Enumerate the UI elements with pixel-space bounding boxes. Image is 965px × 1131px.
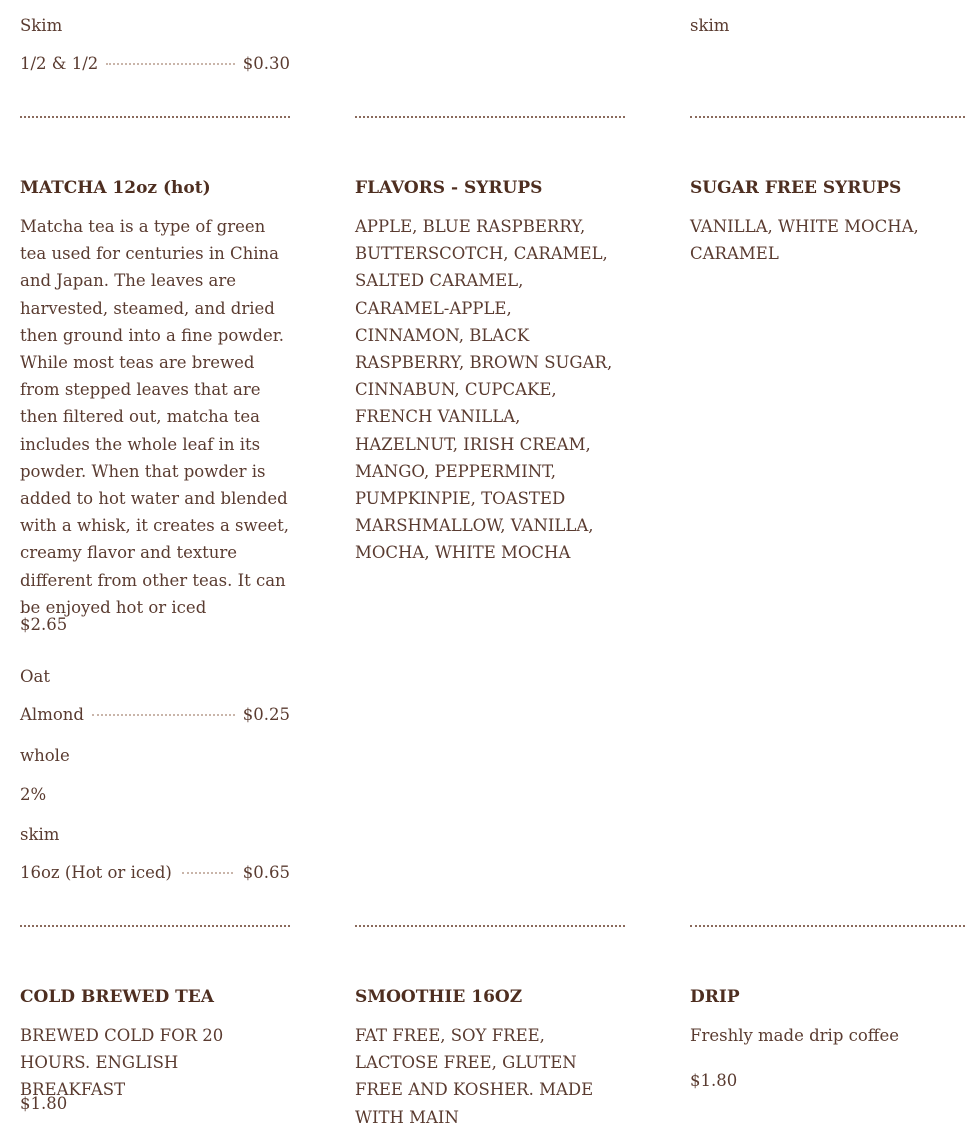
option-skim: Skim — [20, 16, 63, 35]
coldbrew-price: $1.80 — [20, 1094, 68, 1113]
section-divider — [20, 925, 290, 927]
drip-title: DRIP — [690, 987, 740, 1007]
option-price: $0.30 — [242, 54, 290, 73]
option-skim: skim — [20, 825, 60, 844]
section-divider — [355, 925, 625, 927]
option-price: $0.25 — [242, 705, 290, 724]
sugarfree-description: VANILLA, WHITE MOCHA, CARAMEL — [690, 217, 919, 264]
option-almond-row — [20, 705, 290, 727]
option-size16: 16oz (Hot or iced) — [20, 863, 172, 882]
drip-description: Freshly made drip coffee — [690, 1026, 900, 1045]
flavors-title: FLAVORS - SYRUPS — [355, 178, 543, 198]
section-divider — [20, 116, 290, 118]
dot-leader — [92, 714, 235, 716]
option-half-and-half-row — [20, 54, 290, 76]
option-skim: skim — [690, 16, 730, 35]
sugarfree-title: SUGAR FREE SYRUPS — [690, 178, 902, 198]
coldbrew-title: COLD BREWED TEA — [20, 987, 214, 1007]
option-two-percent: 2% — [20, 785, 47, 804]
flavors-description: APPLE, BLUE RASPBERRY, BUTTERSCOTCH, CARAMEL, SALTED CARAMEL, CARAMEL-APPLE, CINNAMON, BLACK RASPBERRY, BROWN SUGAR, CINNABUN, CUPCAKE, FRENCH VANILLA, HAZELNUT, IRISH CREAM, MANGO, PEPPERMINT, PUMPKINPIE, TOASTED MARSHMALLOW, VANILLA, MOCHA, WHITE MOCHA — [355, 217, 613, 563]
dot-leader — [182, 872, 233, 874]
option-price: $0.65 — [242, 863, 290, 882]
drip-price: $1.80 — [690, 1071, 738, 1090]
smoothie-title: SMOOTHIE 16OZ — [355, 987, 523, 1007]
coldbrew-description: BREWED COLD FOR 20 HOURS. ENGLISH BREAKFAST — [20, 1026, 224, 1100]
smoothie-description: FAT FREE, SOY FREE, LACTOSE FREE, GLUTEN FREE AND KOSHER. MADE WITH MAIN — [355, 1026, 594, 1127]
section-divider — [690, 116, 965, 118]
matcha-description: Matcha tea is a type of green tea used for centuries in China and Japan. The leaves are harvested, steamed, and dried then ground into a fine powder. While most teas are brewed from stepped leaves that are then filtered out, matcha tea includes the whole leaf in its powder. When that powder is added to hot water and blended with a whisk, it creates a sweet, creamy flavor and texture different from other teas. It can be enjoyed hot or iced — [20, 217, 290, 617]
section-divider — [690, 925, 965, 927]
dot-leader — [106, 63, 234, 65]
option-half-and-half: 1/2 & 1/2 — [20, 54, 99, 73]
section-divider — [355, 116, 625, 118]
option-size16-row — [20, 863, 290, 885]
option-oat: Oat — [20, 667, 50, 686]
matcha-title: MATCHA 12oz (hot) — [20, 178, 211, 198]
matcha-price: $2.65 — [20, 615, 68, 634]
option-whole: whole — [20, 746, 70, 765]
option-almond: Almond — [20, 705, 84, 724]
